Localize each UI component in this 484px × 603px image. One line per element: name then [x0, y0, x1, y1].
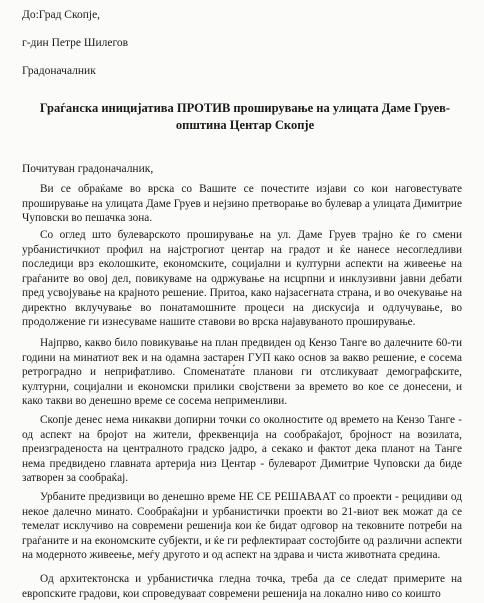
- paragraph-6: Од архитектонска и урбанистичка гледна точка, треба да се следат примерите на европските градови, кои спроведуваат современи решенија на локално ниво со коишто: [22, 573, 462, 600]
- paragraph-1: Ви се обраќаме во врска со Вашите се почестите изјави со кои наговестувате проширување на улицата Даме Груев и нејзино претворање во булевар а улицата Димитрие Чуповски во пешачка зона.: [22, 183, 462, 224]
- paragraph-2: Со оглед што булеварското проширување на ул. Даме Груев трајно ќе го смени урбанистичкиот профил на најстрогиот центар на градот и ќе нанесе несогледливи последици врз еколошките, економските, социјални и културни аспекти на живеење на граѓаните во овој дел, повикуваме на одржување на исцрпни и инклузивни јавни дебати пред усвојување на крајното решение. Притоа, како најзасегната страна, и во очекување на директно вклучување во понатамошните процеси на дискусија и одлучување, во продолжение ги изнесуваме нашите ставови во врска најавуваното проширување.: [22, 229, 462, 328]
- paragraph-5: Урбаните предизвици во денешно време НЕ СЕ РЕШАВААТ со проекти - рецидиви од некое далечно минато. Сообраќајни и урбанистички проекти во 21-виот век можат да се темелат исклучиво на современи решенија кои ќе бидат одговор на тековните потреби на граѓаните и на економските субјекти, и ќе ги рефлектираат состојбите од различни аспекти на модерното живеење, меѓу другото и од аспект на здрава и чиста животната средина.: [22, 491, 462, 561]
- paragraph-3: Најпрво, какво било повикување на план предвиден од Кензо Танге во далечните 60-ти години на минатиот век и на одамна застарен ГУП како основ за вакво решение, е сосема ретроградно и неприфатливо. Спомената́те планови ги отсликуваат демографските, културни, социјални и економски прилики својствени за времето во кое се донесени, и како такви во денешно време се сосема неприменливи.: [22, 337, 462, 407]
- greeting: Почитуван градоначалник,: [22, 163, 154, 175]
- letter-title: Граѓанска иницијатива ПРОТИВ проширување на улицата Даме Груев-општина Центар Скопје: [39, 101, 451, 132]
- paragraph-4: Скопје денес нема никакви допирни точки со околностите од времето на Кензо Танге - од аспект на бројот на жители, фреквенција на сообраќајот, бројност на возилата, преизграденоста на централното градско јадро, а секако и фактот дека планот на Танге нема предвидено главната артерија низ Центар - булеварот Димитрие Чуповски да биде затворен за сообраќај.: [22, 414, 462, 484]
- recipient-role: Градоначалник: [22, 65, 96, 77]
- recipient-name: г-дин Петре Шилегов: [22, 37, 129, 49]
- recipient-city: До:Град Скопје,: [22, 9, 101, 21]
